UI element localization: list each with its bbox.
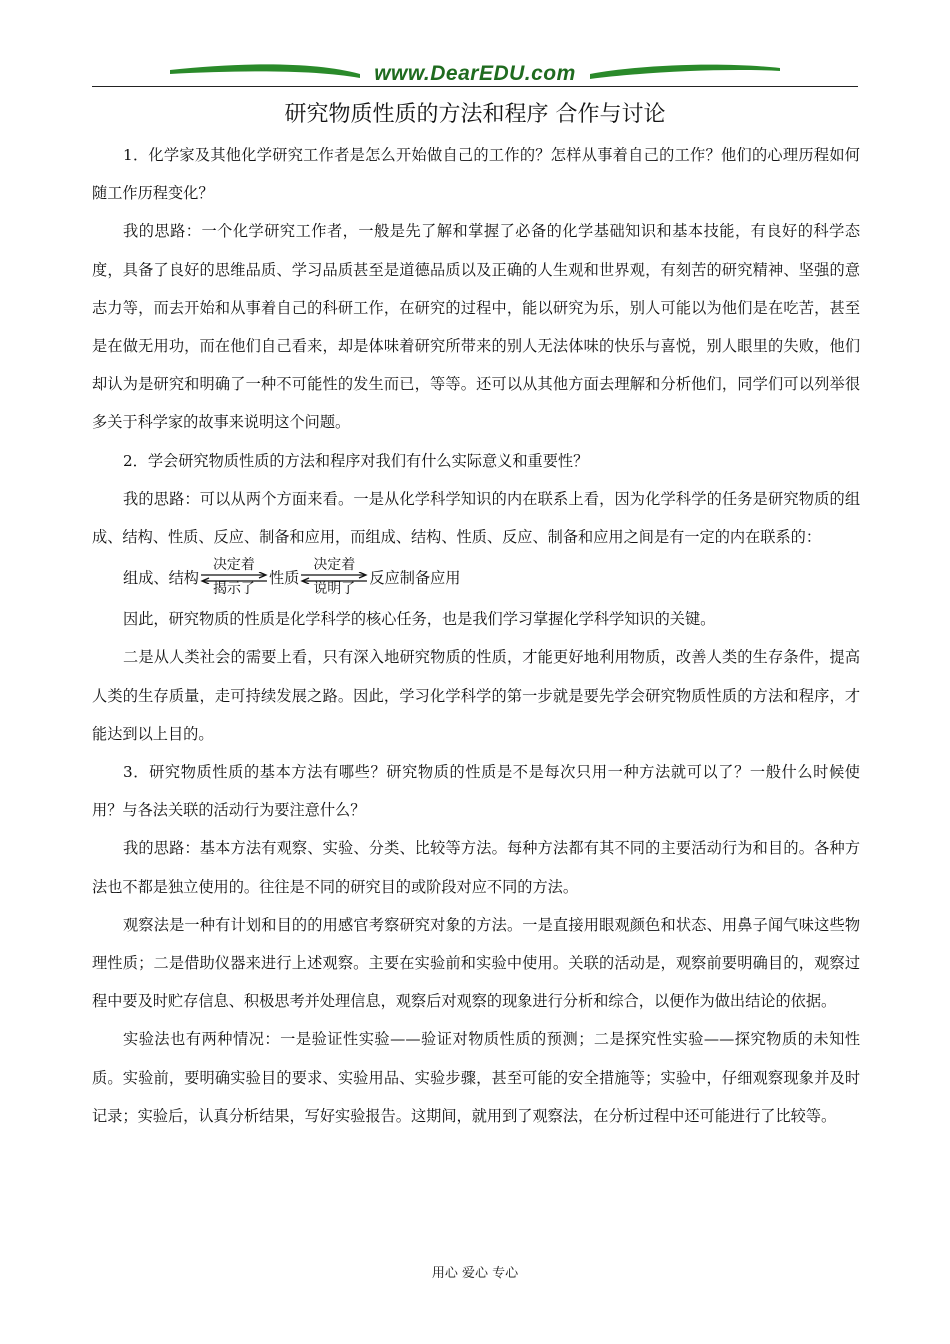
header-rule [92,86,858,87]
diagram-node-application: 反应制备应用 [369,569,461,588]
arrow-1-top-label: 决定着 [212,557,255,574]
document-body [92,136,860,1135]
answer-1: 我的思路：一个化学研究工作者，一般是先了解和掌握了必备的化学基础知识和基本技能，有良好的科学态度，具备了良好的思维品质、学习品质甚至是道德品质以及正确的人生观和世界观，有刻苦的研究精神、坚强的意志力等，而去开始和从事着自己的科研工作，在研究的过程中，能以研究为乐，别人可能以为他们是在吃苦，甚至是在做无用功，而在他们自己看来，却是体味着研究所带来的别人无法体味的快乐与喜悦，别人眼里的失败，他们却认为是研究和明确了一种不可能性的发生而已，等等。还可以从其他方面去理解和分析他们，同学们可以列举很多关于科学家的故事来说明这个问题。 [92,222,860,432]
diagram-node-structure: 组成、结构 [123,569,199,588]
arrow-1-bottom-label: 揭示了 [212,581,255,598]
question-3: 3．研究物质性质的基本方法有哪些？研究物质的性质是不是每次只用一种方法就可以了？一般什么时候使用？与各法关联的活动行为要注意什么？ [92,763,860,820]
arrow-2-top-label: 决定着 [313,557,356,574]
header-banner-text: www.DearEDU.com [374,62,576,85]
answer-3-observation: 观察法是一种有计划和目的的用感官考察研究对象的方法。一是直接用眼观颜色和状态、用鼻子闻气味这些物理性质；二是借助仪器来进行上述观察。主要在实验前和实验中使用。关联的活动是，观察前要明确目的，观察过程中要及时贮存信息、积极思考并处理信息，观察后对观察的现象进行分析和综合，以便作为做出结论的依据。 [92,915,860,1011]
question-2: 2．学会研究物质性质的方法和程序对我们有什么实际意义和重要性？ [123,451,589,470]
diagram-arrow-1 [199,556,269,600]
answer-3-experiment: 实验法也有两种情况：一是验证性实验——验证对物质性质的预测；二是探究性实验——探究物质的未知性质。实验前，要明确实验目的要求、实验用品、实验步骤，甚至可能的安全措施等；实验中，仔细观察现象并及时记录；实验后，认真分析结果，写好实验报告。这期间，就用到了观察法，在分析过程中还可能进行了比较等。 [92,1030,860,1125]
arrow-2-bottom-label: 说明了 [313,581,356,598]
answer-3-part-1: 我的思路：基本方法有观察、实验、分类、比较等方法。每种方法都有其不同的主要活动行为和目的。各种方法也不都是独立使用的。往往是不同的研究目的或阶段对应不同的方法。 [92,839,860,896]
diagram-node-property: 性质 [268,569,300,588]
question-1: 1．化学家及其他化学研究工作者是怎么开始做自己的工作的？怎样从事着自己的工作？他们的心理历程如何随工作历程变化？ [92,146,860,203]
page-footer: 用心 爱心 专心 [431,1266,519,1281]
diagram-arrow-2 [299,556,369,600]
answer-2-part-3: 二是从人类社会的需要上看，只有深入地研究物质的性质，才能更好地利用物质，改善人类的生存条件，提高人类的生存质量，走可持续发展之路。因此，学习化学科学的第一步就是要先学会研究物质性质的方法和程序，才能达到以上目的。 [92,648,860,743]
answer-2-part-2: 因此，研究物质的性质是化学科学的核心任务，也是我们学习掌握化学科学知识的关键。 [123,610,716,629]
relation-diagram [92,556,860,600]
page-title: 研究物质性质的方法和程序 合作与讨论 [284,102,666,127]
answer-2-part-1: 我的思路：可以从两个方面来看。一是从化学科学知识的内在联系上看，因为化学科学的任务是研究物质的组成、结构、性质、反应、制备和应用，而组成、结构、性质、反应、制备和应用之间是有一定的内在联系的： [92,489,860,547]
